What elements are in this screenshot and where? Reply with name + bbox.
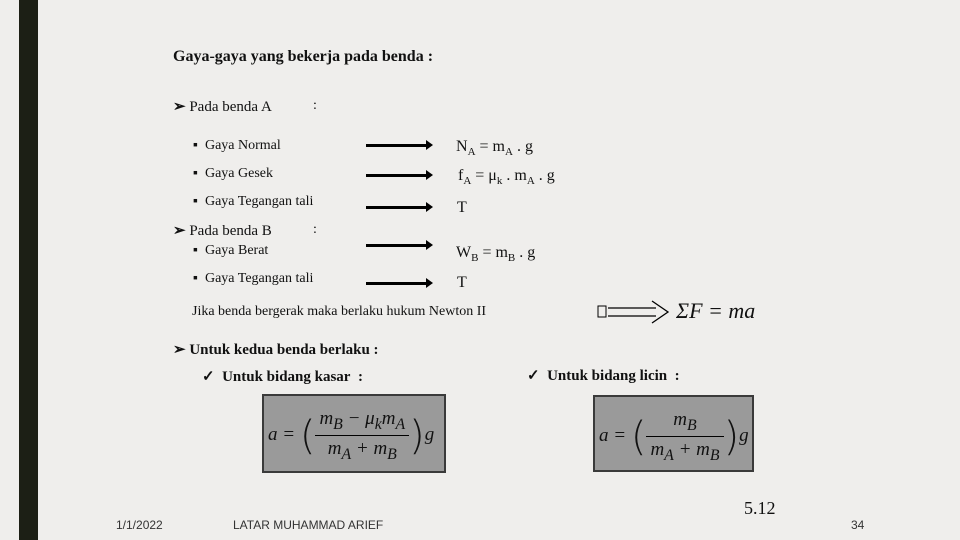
section-b: [173, 221, 272, 240]
arrow-line-icon: [366, 144, 430, 147]
force-name: Gaya Tegangan tali: [204, 194, 314, 209]
force-name: Gaya Gesek: [204, 166, 273, 181]
list-item: [193, 243, 268, 259]
slide-number-label: 5.12: [744, 498, 776, 518]
arrow-line-icon: [366, 206, 430, 209]
arrow-bullet-icon: ➢: [173, 342, 186, 358]
check-icon: ✓: [527, 368, 540, 384]
formula-tension-b: T: [457, 274, 467, 291]
square-bullet-icon: ▪: [193, 166, 198, 181]
double-arrow-icon: [596, 298, 676, 326]
formula-tension-a: T: [457, 199, 467, 216]
smooth-formula: a = ( $\frac{m_B}{m_A + m_B}$ )g: [599, 409, 749, 464]
square-bullet-icon: ▪: [193, 194, 198, 209]
square-bullet-icon: ▪: [193, 271, 198, 286]
formula-friction: $f_A = \mu_k$ . $m_A$ . g: [458, 167, 555, 188]
newton-text: Jika benda bergerak maka berlaku hukum Newton II: [192, 304, 487, 319]
dark-side-bar: [19, 0, 38, 540]
footer-date: 1/1/2022: [116, 518, 163, 532]
rough-heading: ✓ Untuk bidang kasar :: [202, 369, 363, 385]
check-icon: ✓: [202, 369, 215, 385]
arrow-line-icon: [366, 244, 430, 247]
force-name: Gaya Normal: [204, 138, 281, 153]
both-bodies: [173, 340, 379, 359]
left-margin: [0, 0, 19, 540]
list-item: [193, 194, 313, 210]
square-bullet-icon: ▪: [193, 138, 198, 153]
formula-normal: $N_A = m_A$ . g: [456, 138, 533, 159]
formula-weight: $W_B = m_B$ . g: [456, 244, 536, 265]
smooth-heading: ✓ Untuk bidang licin :: [527, 368, 680, 384]
section-a: [173, 97, 272, 116]
arrow-line-icon: [366, 282, 430, 285]
section-a-label: Pada benda A: [189, 99, 272, 115]
list-item: [193, 166, 273, 182]
list-item: [193, 271, 313, 287]
smooth-formula-box: [593, 395, 754, 472]
force-name: Gaya Tegangan tali: [204, 271, 314, 286]
force-name: Gaya Berat: [204, 243, 269, 258]
rough-formula-box: [262, 394, 446, 473]
list-item: [193, 138, 281, 154]
both-text: Untuk kedua benda berlaku :: [189, 342, 379, 358]
section-a-colon: :: [313, 98, 317, 113]
arrow-bullet-icon: ➢: [173, 99, 186, 115]
arrow-line-icon: [366, 174, 430, 177]
slide-title: Gaya-gaya yang bekerja pada benda :: [173, 48, 434, 65]
rough-formula: a = ( $\frac{m_B - \mu_km_A}{m_A + m_B}$ )g: [268, 408, 435, 463]
section-b-colon: :: [313, 222, 317, 237]
page-number: 34: [851, 518, 865, 532]
section-b-label: Pada benda B: [189, 223, 272, 239]
square-bullet-icon: ▪: [193, 243, 198, 258]
newton-formula: ΣF = ma: [676, 298, 756, 323]
footer-author: LATAR MUHAMMAD ARIEF: [233, 518, 384, 532]
arrow-bullet-icon: ➢: [173, 223, 186, 239]
